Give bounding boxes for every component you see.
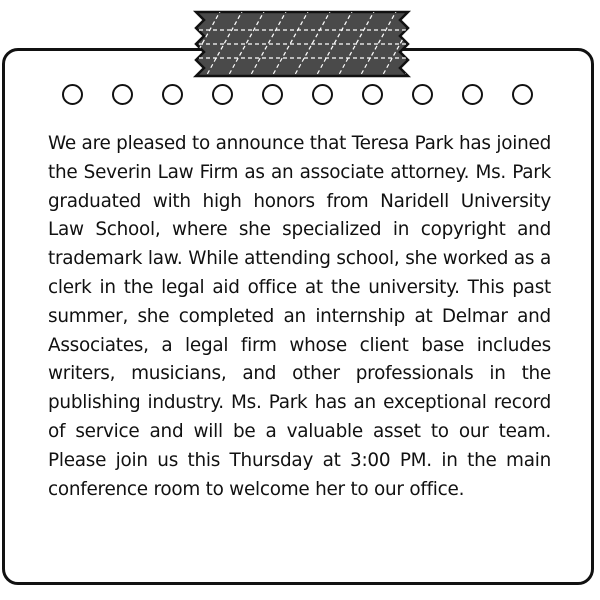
hole-icon <box>212 84 233 105</box>
binder-holes <box>62 84 542 108</box>
hole-icon <box>462 84 483 105</box>
hole-icon <box>362 84 383 105</box>
hole-icon <box>312 84 333 105</box>
announcement-text: We are pleased to announce that Teresa Park has joined the Severin Law Firm as an associate attorney. Ms. Park graduated with high honors from Naridell University Law School, where she specialized in copyright and trademark law. While attending school, she worked as a clerk in the legal aid office at the university. This past summer, she completed an internship at Delmar and Associates, a legal firm whose client base includes writers, musicians, and other professionals in the publishing industry. Ms. Park has an exceptional record of service and will be a valuable asset to our team. Please join us this Thursday at 3:00 PM. in the main conference room to welcome her to our office. <box>48 133 551 500</box>
hole-icon <box>112 84 133 105</box>
hole-icon <box>62 84 83 105</box>
tape-icon <box>192 8 412 80</box>
hole-icon <box>262 84 283 105</box>
hole-icon <box>412 84 433 105</box>
hole-icon <box>162 84 183 105</box>
hole-icon <box>512 84 533 105</box>
